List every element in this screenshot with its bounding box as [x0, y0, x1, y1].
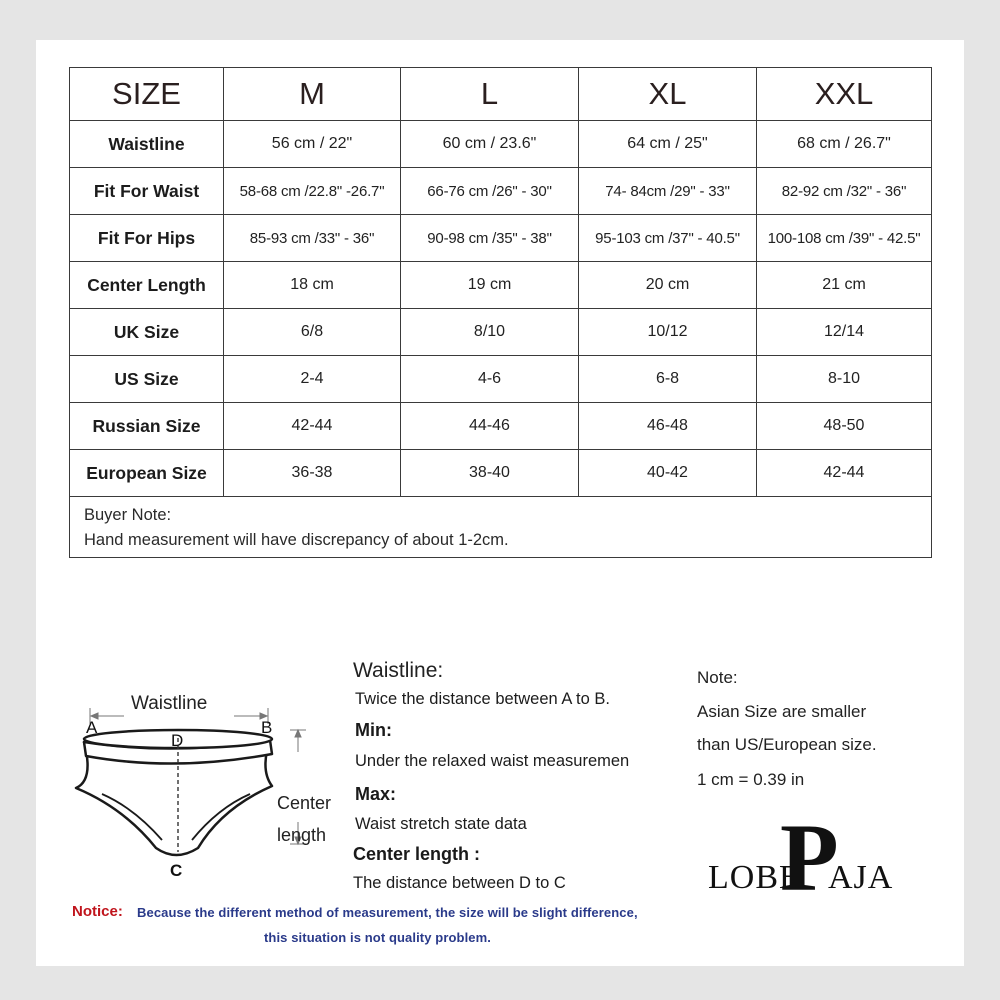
legend-min-desc: Under the relaxed waist measuremen	[355, 752, 630, 770]
brand-logo	[706, 804, 896, 911]
table-row	[70, 121, 932, 168]
table-cell: 20 cm	[579, 262, 757, 309]
table-cell: 2-4	[224, 356, 401, 403]
legend-min-title: Min:	[355, 720, 392, 740]
notice-line1: Because the different method of measurement, the size will be slight difference,	[137, 905, 638, 920]
row-label-center-length: Center Length	[70, 262, 224, 309]
briefs-diagram	[64, 690, 334, 890]
table-cell: 18 cm	[224, 262, 401, 309]
legend-max-title: Max:	[355, 784, 397, 804]
notice-label: Notice:	[72, 903, 123, 920]
table-cell: 8-10	[757, 356, 932, 403]
table-row	[70, 215, 932, 262]
table-row	[70, 450, 932, 497]
table-header-row	[70, 68, 932, 121]
table-cell: 58-68 cm /22.8" -26.7"	[224, 168, 401, 215]
diagram-point-a: A	[86, 718, 98, 737]
table-cell: 6-8	[579, 356, 757, 403]
table-row	[70, 403, 932, 450]
notice-line2: this situation is not quality problem.	[264, 930, 491, 945]
size-header-xxl: XXL	[757, 68, 932, 121]
size-header-l: L	[401, 68, 579, 121]
table-cell: 85-93 cm /33" - 36"	[224, 215, 401, 262]
size-header-m: M	[224, 68, 401, 121]
row-label-russian-size: Russian Size	[70, 403, 224, 450]
table-cell: 40-42	[579, 450, 757, 497]
table-cell: 90-98 cm /35" - 38"	[401, 215, 579, 262]
table-cell: 56 cm / 22"	[224, 121, 401, 168]
diagram-length-label: length	[277, 825, 327, 845]
table-cell: 68 cm / 26.7"	[757, 121, 932, 168]
table-cell: 38-40	[401, 450, 579, 497]
table-cell: 82-92 cm /32" - 36"	[757, 168, 932, 215]
logo-text-right: AJA	[828, 859, 894, 896]
table-row	[70, 168, 932, 215]
logo-text-left: LOBB	[708, 859, 803, 896]
side-note-line2: than US/European size.	[697, 735, 877, 754]
side-note-title: Note:	[697, 668, 738, 687]
legend-waistline-desc: Twice the distance between A to B.	[355, 690, 610, 708]
table-cell: 46-48	[579, 403, 757, 450]
table-cell: 12/14	[757, 309, 932, 356]
diagram-point-d: D	[171, 731, 184, 750]
row-label-fit-for-waist: Fit For Waist	[70, 168, 224, 215]
side-note-line1: Asian Size are smaller	[697, 702, 867, 721]
diagram-point-c: C	[170, 861, 183, 880]
legend-waistline-title: Waistline:	[353, 659, 444, 682]
table-row	[70, 356, 932, 403]
table-cell: 66-76 cm /26" - 30"	[401, 168, 579, 215]
table-cell: 44-46	[401, 403, 579, 450]
logo-letter-p: P	[780, 804, 839, 911]
table-row	[70, 262, 932, 309]
table-cell: 42-44	[757, 450, 932, 497]
table-cell: 36-38	[224, 450, 401, 497]
table-cell: 64 cm / 25"	[579, 121, 757, 168]
table-row	[70, 309, 932, 356]
size-chart-table	[69, 67, 932, 558]
buyer-note-text: Hand measurement will have discrepancy of about 1-2cm.	[84, 531, 509, 549]
table-cell: 10/12	[579, 309, 757, 356]
table-cell: 42-44	[224, 403, 401, 450]
legend-max-desc: Waist stretch state data	[355, 815, 527, 833]
diagram-center-label: Center	[277, 793, 332, 813]
diagram-point-b: B	[261, 718, 273, 737]
side-note-line3: 1 cm = 0.39 in	[697, 770, 805, 789]
buyer-note-row	[70, 497, 932, 558]
table-cell: 60 cm / 23.6"	[401, 121, 579, 168]
table-cell: 6/8	[224, 309, 401, 356]
legend-center-title: Center length :	[353, 844, 481, 864]
table-cell: 4-6	[401, 356, 579, 403]
table-cell: 74- 84cm /29" - 33"	[579, 168, 757, 215]
table-cell: 100-108 cm /39" - 42.5"	[757, 215, 932, 262]
size-header-xl: XL	[579, 68, 757, 121]
buyer-note-title: Buyer Note:	[84, 506, 172, 524]
row-label-fit-for-hips: Fit For Hips	[70, 215, 224, 262]
table-cell: 8/10	[401, 309, 579, 356]
row-label-uk-size: UK Size	[70, 309, 224, 356]
legend-center-desc: The distance between D to C	[353, 874, 566, 892]
table-cell: 95-103 cm /37" - 40.5"	[579, 215, 757, 262]
row-label-european-size: European Size	[70, 450, 224, 497]
row-label-us-size: US Size	[70, 356, 224, 403]
table-cell: 21 cm	[757, 262, 932, 309]
table-cell: 48-50	[757, 403, 932, 450]
buyer-note-cell	[70, 497, 932, 558]
size-header-label: SIZE	[70, 68, 224, 121]
table-cell: 19 cm	[401, 262, 579, 309]
row-label-waistline: Waistline	[70, 121, 224, 168]
diagram-waistline-label: Waistline	[131, 693, 208, 714]
